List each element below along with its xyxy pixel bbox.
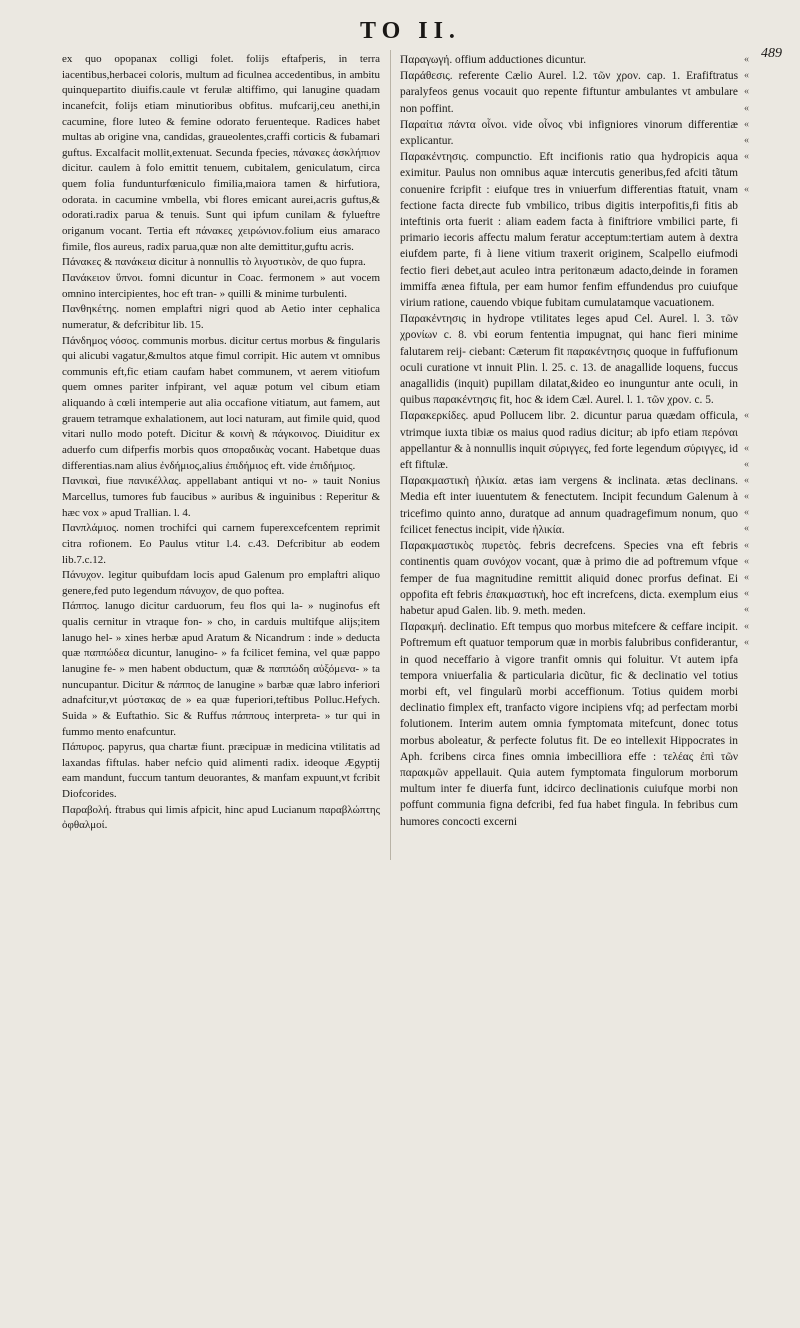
running-head: TO II.	[360, 18, 461, 44]
dictionary-entry: Παρακερκίδες. apud Pollucem libr. 2. dicuntur parua quædam officula, vtrimque iuxta tibiæ os maius quod radius dicitur; ab ipfo etiam περόναι appellantur & à nonnullis inquit σύριγγες, fed forte legendum σύριγγες, id eft fiftulæ.	[400, 410, 738, 472]
gutter-quote-mark	[744, 311, 794, 327]
dictionary-entry: Πάπυρος. papyrus, qua chartæ fiunt. præcipuæ in medicina vtilitatis ad laxandas fiftulas. haber nefcio quid alimenti radix. ideoque Ægyptij eam mandunt, fuccum tantum deuorantes, & manfam expuunt,vt fcribit Diofcorides.	[62, 741, 380, 801]
dictionary-entry: Πανικαὶ, fiue πανικέλλας. appellabant antiqui vt no- » tauit Nonius Marcellus, tumores fub faucibus » auribus & inguinibus : Reperitur & hæc vox » apud Trallian. l. 4.	[62, 475, 380, 519]
gutter-quote-mark: «	[744, 539, 749, 551]
dictionary-entry: Παρακμαστικὴ ἡλικία. ætas iam vergens & inclinata. ætas declinans. Media eft inter iuuentutem & fenectutem. Incipit fecundum Galenum à tricefimo quinto anno, duratque ad annum quadragefimum nonum, quo fcilicet fenectus incipit, vide ἡλικία.	[400, 475, 738, 536]
gutter-quote-mark	[744, 165, 794, 181]
dictionary-entry: Παράθεσις. referente Cælio Aurel. l.2. τῶν χρον. cap. 1. Erafiftratus paralyfeos genus vocauit quo repente fiftuntur ambulantes vt ambulare non poffint.	[400, 70, 738, 115]
gutter-quote-mark: «	[744, 507, 749, 519]
dictionary-entry: Παρακέντησις in hydrope vtilitates leges apud Cel. Aurel. l. 3. τῶν χρονίων c. 8. vbi eorum fententia impugnat, qui hanc fieri minime falutarem reij- ciebant: Cæterum fit παρακέντησις quoque in fuffufionum oculi curatione vt innuit Plin. l. 25. c. 13. de anagallide loquens, fuccus anagallidis (inquit) pupillam dilatat,&ideo eo inunguntur ante oculi, in quibus παρακέντησις fit, hoc & idem Cæl. Aurel. l. 1. τῶν χρον. c. 5.	[400, 313, 738, 407]
dictionary-entry: Πανάκειον ὕπνοι. fomni dicuntur in Coac. fermonem » aut vocem omnino intercipientes, hoc eft tran- » quilli & minime turbulenti.	[62, 271, 380, 300]
dictionary-entry: Πανπλάμιος. nomen trochifci qui carnem fuperexcefcentem reprimit citra rofionem. Eo Paulus vtitur l.4. c.43. Defcribitur ab eodem lib.7.c.12.	[62, 522, 380, 566]
gutter-quote-mark	[744, 214, 794, 230]
left-text-column	[62, 52, 380, 834]
page-number: 489	[761, 46, 782, 61]
blank-page-area	[0, 870, 800, 1328]
gutter-quote-mark	[744, 327, 794, 343]
dictionary-entry: Παραβολή. ftrabus qui limis afpicit, hinc apud Lucianum παραβλώπτης ὀφθαλμοί.	[62, 803, 380, 832]
gutter-quote-mark: «	[744, 555, 749, 567]
gutter-quote-mark: «	[744, 474, 749, 486]
gutter-quote-mark: «	[744, 636, 749, 648]
gutter-quote-mark: «	[744, 183, 749, 195]
dictionary-entry: Πάππος. lanugo dicitur carduorum, feu flos qui la- » nuginofus eft qualis cernitur in vtraque fon- » cho, in carduis multifque alijs;item lanugo hel- » xines herbæ apud Aratum & Nicandrum : inde » deducta quæ παππώδεα dicuntur, lanugino- » fa fcilicet femina, vel quæ pappo lanugine fe- » men habent obductum, quæ & παππώδη αὐξόμενα- » ta nuncupantur. Dicitur & πάππος de lanugine » barbæ quæ labro inferiori adnafcitur,vt μύστακας de » ea quæ fuperiori,teftibus Polluc.Hefych. Suida » & Euftathio. Sic & Ruffus πάππους interpreta- » tur qui in fummo mento enafcuntur.	[62, 600, 380, 738]
dictionary-entry: Πάνυχον. legitur quibufdam locis apud Galenum pro emplaftri aliquo genere,fed puto legendum πάνυχον, de quo poftea.	[62, 569, 380, 597]
gutter-quote-mark	[744, 279, 794, 295]
gutter-quote-mark	[744, 376, 794, 392]
column-divider	[390, 50, 391, 860]
right-text-column	[400, 52, 738, 830]
gutter-quote-mark: «	[744, 118, 749, 130]
dictionary-entry: Πάνδημος νόσος. communis morbus. dicitur certus morbus & fingularis qui alicubi vagatur,&multos atque fimul corripit. Hic autem vt omnibus communis eft,fic etiam caufam habet communem, vt aerem vitiofum quem omnes pariter infpirant, vel aquæ potum vel cibum etiam aliquando à cœli intemperie aut alia occafione vitiatum, aut famem, aut grauem tetramque exhalationem, aut loci naturam, aut fimile quid, quod vitari nullo modo poteft. Dicitur & κοινὴ & πάγκοινος. Diuiditur ex aduerfo cum difperfis morbis quos σποραδικὰς vocant. Habetque duas differentias.nam alius ἐνδήμιος,alius ἐπιδήμιος eft. vide ἐπιδήμιος.	[62, 334, 380, 472]
gutter-quote-mark	[744, 230, 794, 246]
dictionary-entry: Πανθηκέτης. nomen emplaftri nigri quod ab Aetio inter cephalica numeratur, & defcribitur lib. 15.	[62, 303, 380, 331]
gutter-quote-mark: «	[744, 70, 749, 82]
dictionary-entry: Πάνακες & πανάκεια dicitur à nonnullis τὸ λιγυστικὸν, de quo fupra.	[62, 256, 366, 269]
gutter-quote-mark: «	[744, 54, 749, 65]
dictionary-entry: Παρακέντησις. compunctio. Eft incifionis ratio qua hydropicis aqua eximitur. Paulus non omnibus aquæ intercutis generibus,fed afciti tãtum conuenire fcripfit : eiufque tres in vniuerfum differentias ftatuit, vnam fectione facta directe fub vmbilico, tribus digitis interpofitis,fi fitis ab inteftinis orta fuerit : aliam eadem facta à finiftriore vmbilici parte, fi primario iecoris affectu malum feratur acceptum:tertiam autem à dextra eiufdem parte, fi à liene vitium traxerit originem, Scalpello eiufmodi fectio fieri debet,aut aculeo intra peritonæum adacto,deinde in foramen immiffa ænea fiftula, per eam humor fenfim effundendus pro cuiufque virium ratione, cauendo vbique fubitam cumulatamque vacuationem.	[400, 151, 738, 310]
quotation-gutter-marks	[744, 52, 794, 651]
gutter-quote-mark	[744, 262, 794, 278]
gutter-quote-mark: «	[744, 102, 749, 114]
dictionary-entry: Παρακμαστικὸς πυρετὸς. febris decrefcens. Species vna eft febris continentis quam συνόχον vocant, quæ à primo die ad poftremum vfque femper de fua magnitudine remittit aliquid donec prorfus definat. Ei oppofita eft febris ἐπακμαστικὴ, hoc eft increfcens, dicta. exemplum eius habetur apud Galen. lib. 9. meth. meden.	[400, 540, 738, 617]
gutter-quote-mark: «	[744, 588, 749, 600]
gutter-quote-mark	[744, 198, 794, 214]
gutter-quote-mark: «	[744, 458, 749, 470]
gutter-quote-mark: «	[744, 523, 749, 535]
gutter-quote-mark: «	[744, 410, 749, 422]
gutter-quote-mark	[744, 246, 794, 262]
gutter-quote-mark: «	[744, 491, 749, 503]
gutter-quote-mark: «	[744, 151, 749, 163]
gutter-quote-mark	[744, 392, 794, 408]
gutter-quote-mark	[744, 360, 794, 376]
gutter-quote-mark: «	[744, 620, 749, 632]
gutter-quote-mark: «	[744, 604, 749, 616]
gutter-quote-mark: «	[744, 572, 749, 583]
gutter-quote-mark	[744, 424, 794, 440]
dictionary-entry: ex quo opopanax colligi folet. folijs eftafperis, in terra iacentibus,herbacei coloris, multum ad ficulnea accedentibus, in ambitu quinquepartito diuifis.caule vt ferulæ altiffimo, qui lanugine quadam incanefcit, folijs etiam minutioribus obfitus. mufcarij,ceu anethi,in cacumine, flore luteo & femine odorato feruenteque. Radices habet multas ab origine vna, candidas, graueolentes,craffi corticis & fubamari guftus. Excalfacit mollit,extenuat. Secunda fpecies, πάνακες ἀσκλήπιον dicitur. caulem à folo emittit tenuem, cubitalem, geniculatum, circa quem folia fundunturfœniculo fimilia,maiora tamen & hirfutiora, odorata. in cacumine vmbella, vbi flores emicant aurei,acris guftus,& odorati.radix parua & tenuis. Sunt qui ipfum cunilam & fylueftre origanum vocant. Tertia eft πάνακες χειρώνιον.folium eius amaraco fimile, flos aureus, radix parua,quæ non alte demittitur,guftu acris.	[62, 53, 380, 253]
dictionary-entry: Παραγωγή. offium adductiones dicuntur.	[400, 54, 587, 66]
gutter-quote-mark	[744, 343, 794, 359]
gutter-quote-mark	[744, 295, 794, 311]
gutter-quote-mark: «	[744, 134, 749, 146]
dictionary-entry: Παρακμή. declinatio. Eft tempus quo morbus mitefcere & ceffare incipit. Poftremum eft quatuor temporum quæ in morbis falubribus confiderantur, in quod neceffario à vigore tranfit omnis qui foluitur. Vt autem ipfa tempora vniuerfalia & particularia dicũtur, fic & declinatio vel totius morbi eft, vel fingularũ morbi acceffionum. Totius quidem morbi declinatio fimplex eft, tranfacto vigore incipiens vfq; ad perfectam morbi folutionem. Interim autem omnia fymptomata mitefcunt, donec totus morbus aboleatur, & perfecte folutus fit. De eo intellexit Hippocrates in Aph. fcribens circa fines omnia imbecilliora effe : τελέας ἐπὶ τῶν παρακμῶν appellauit. Quia autem fymptomata fingulorum morborum multum inter fe diuerfa funt, idcirco declinationis cuiufque morbi non poffunt communia figna defcribi, fed fua habet fingula. In febribus cum humores concocti excerni	[400, 621, 738, 828]
dictionary-entry: Παραίτια πάντα οἶνοι. vide οἶνος vbi infigniores vinorum differentiæ explicantur.	[400, 118, 738, 148]
gutter-quote-mark: «	[744, 86, 749, 98]
gutter-quote-mark: «	[744, 442, 749, 454]
